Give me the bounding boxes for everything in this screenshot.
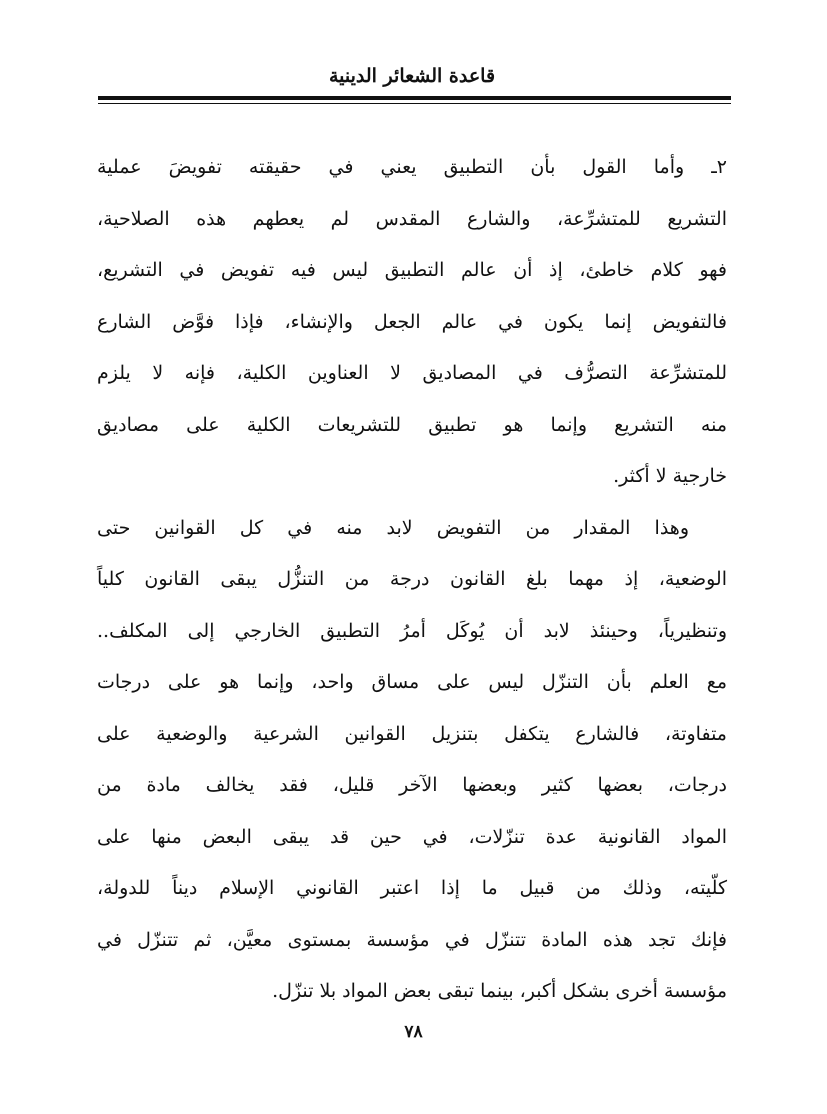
text-line: درجات، بعضها كثير وبعضها الآخر قليل، فقد يخالف مادة من (97, 774, 727, 796)
text-line: كلّيته، وذلك من قبيل ما إذا اعتبر القانوني الإسلام ديناً للدولة، (97, 877, 727, 899)
text-line: فهو كلام خاطئ، إذ أن عالم التطبيق ليس فيه تفويض في التشريع، (97, 259, 727, 281)
text-line: فإنك تجد هذه المادة تتنزّل في مؤسسة بمستوى معيَّن، ثم تتنزّل في (97, 928, 727, 951)
text-line: وتنظيرياً، وحينئذ لابد أن يُوكَل أمرُ التطبيق الخارجي إلى المكلف.. (97, 619, 727, 642)
paragraph-2 (97, 503, 727, 1018)
body-text (97, 142, 727, 1018)
text-line: مؤسسة أخرى بشكل أكبر، بينما تبقى بعض المواد بلا تنزّل. (272, 980, 727, 1002)
text-line: متفاوتة، فالشارع يتكفل بتنزيل القوانين الشرعية والوضعية على (97, 722, 727, 745)
text-line: منه التشريع وإنما هو تطبيق للتشريعات الكلية على مصاديق (97, 413, 727, 436)
text-line: التشريع للمتشرِّعة، والشارع المقدس لم يعطهم هذه الصلاحية، (97, 207, 727, 230)
text-line: مع العلم بأن التنزّل ليس على مساق واحد، وإنما هو على درجات (97, 671, 727, 693)
paragraph-1 (97, 142, 727, 503)
text-line: للمتشرِّعة التصرُّف في المصاديق لا العناوين الكلية، فإنه لا يلزم (97, 362, 727, 384)
text-line: الوضعية، إذ مهما بلغ القانون درجة من التنزُّل يبقى القانون كلياً (97, 568, 727, 590)
header-rule-thin (98, 103, 731, 104)
text-line: المواد القانونية عدة تنزّلات، في حين قد يبقى البعض منها على (97, 825, 727, 848)
text-line: فالتفويض إنما يكون في عالم الجعل والإنشاء، فإذا فوَّض الشارع (97, 310, 727, 333)
text-line: ٢ـ وأما القول بأن التطبيق يعني في حقيقته تفويضَ عملية (97, 156, 727, 178)
page-number: ٧٨ (404, 1022, 423, 1042)
text-line-indented: وهذا المقدار من التفويض لابد منه في كل القوانين حتى (97, 516, 689, 539)
running-header-title: قاعدة الشعائر الدينية (328, 65, 496, 87)
header-rule-thick (98, 96, 731, 100)
text-line: خارجية لا أكثر. (613, 465, 727, 487)
